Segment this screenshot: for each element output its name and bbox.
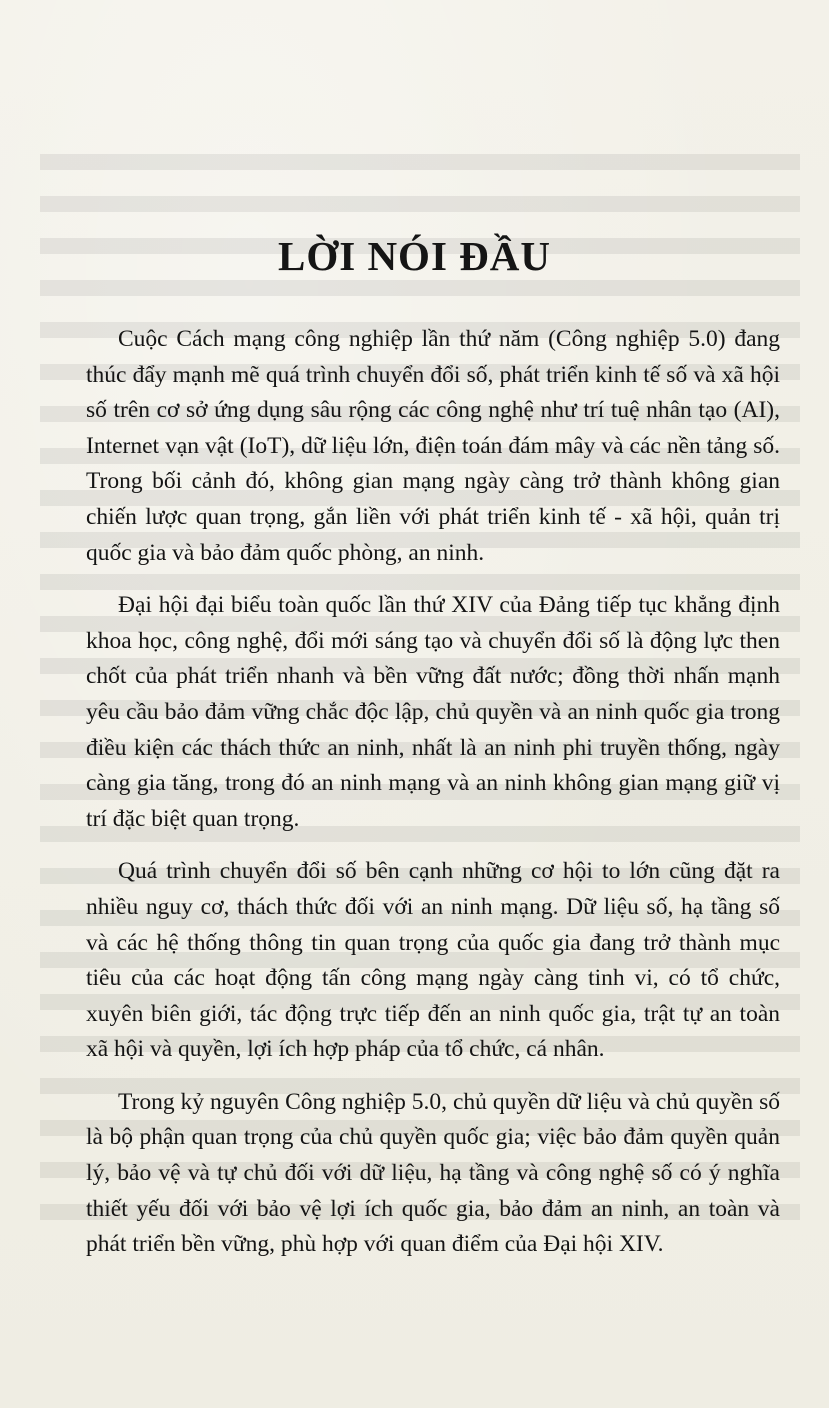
- paragraph-4: Trong kỷ nguyên Công nghiệp 5.0, chủ quyền dữ liệu và chủ quyền số là bộ phận quan trọng của chủ quyền quốc gia; việc bảo đảm quyền quản lý, bảo vệ và tự chủ đối với dữ liệu, hạ tầng và công nghệ số có ý nghĩa thiết yếu đối với bảo vệ lợi ích quốc gia, bảo đảm an ninh, an toàn và phát triển bền vững, phù hợp với quan điểm của Đại hội XIV.: [86, 1088, 780, 1258]
- page-title: LỜI NÓI ĐẦU: [278, 233, 551, 279]
- paragraph-3: Quá trình chuyển đổi số bên cạnh những cơ hội to lớn cũng đặt ra nhiều nguy cơ, thách thức đối với an ninh mạng. Dữ liệu số, hạ tầng số và các hệ thống thông tin quan trọng của quốc gia đang trở thành mục tiêu của các hoạt động tấn công mạng ngày càng tinh vi, có tổ chức, xuyên biên giới, tác động trực tiếp đến an ninh quốc gia, trật tự an toàn xã hội và quyền, lợi ích hợp pháp của tổ chức, cá nhân.: [86, 858, 780, 1063]
- paragraph-1: Cuộc Cách mạng công nghiệp lần thứ năm (Công nghiệp 5.0) đang thúc đẩy mạnh mẽ quá trình chuyển đổi số, phát triển kinh tế số và xã hội số trên cơ sở ứng dụng sâu rộng các công nghệ như trí tuệ nhân tạo (AI), Internet vạn vật (IoT), dữ liệu lớn, điện toán đám mây và các nền tảng số. Trong bối cảnh đó, không gian mạng ngày càng trở thành không gian chiến lược quan trọng, gắn liền với phát triển kinh tế - xã hội, quản trị quốc gia và bảo đảm quốc phòng, an ninh.: [86, 326, 780, 566]
- paragraph-2: Đại hội đại biểu toàn quốc lần thứ XIV của Đảng tiếp tục khẳng định khoa học, công nghệ, đổi mới sáng tạo và chuyển đổi số là động lực then chốt của phát triển nhanh và bền vững đất nước; đồng thời nhấn mạnh yêu cầu bảo đảm vững chắc độc lập, chủ quyền và an ninh quốc gia trong điều kiện các thách thức an ninh, nhất là an ninh phi truyền thống, ngày càng gia tăng, trong đó an ninh mạng và an ninh không gian mạng giữ vị trí đặc biệt quan trọng.: [86, 592, 780, 832]
- body-text: [86, 322, 780, 1280]
